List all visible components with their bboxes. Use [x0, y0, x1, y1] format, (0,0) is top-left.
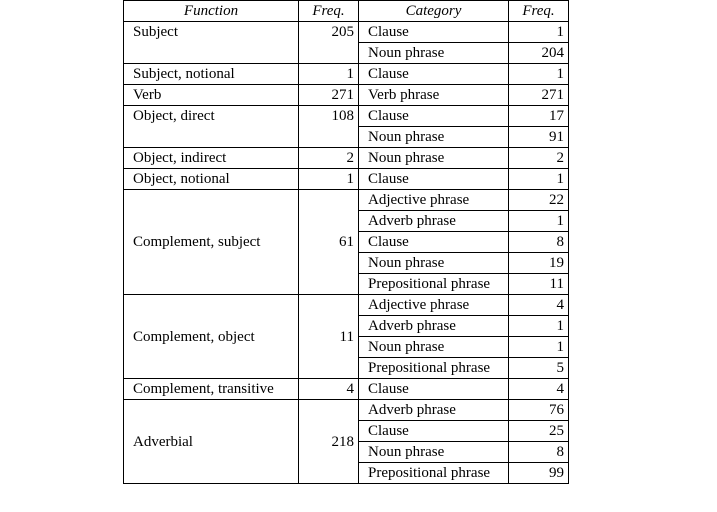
table-row: [124, 64, 569, 85]
function-freq-cell: 205: [299, 22, 359, 64]
category-cell: Clause: [359, 379, 509, 400]
category-freq-cell: 4: [509, 379, 569, 400]
header-row: [124, 1, 569, 22]
table-row: [124, 379, 569, 400]
category-cell: Prepositional phrase: [359, 274, 509, 295]
function-freq-cell: 11: [299, 295, 359, 379]
category-cell: Adverb phrase: [359, 316, 509, 337]
category-freq-cell: 22: [509, 190, 569, 211]
category-cell: Noun phrase: [359, 442, 509, 463]
category-freq-cell: 4: [509, 295, 569, 316]
function-cell: Adverbial: [124, 400, 299, 484]
category-freq-cell: 204: [509, 43, 569, 64]
category-cell: Noun phrase: [359, 43, 509, 64]
table-row: [124, 22, 569, 43]
category-freq-cell: 1: [509, 22, 569, 43]
category-freq-cell: 76: [509, 400, 569, 421]
function-cell: Subject: [124, 22, 299, 64]
table-row: [124, 106, 569, 127]
category-cell: Prepositional phrase: [359, 463, 509, 484]
category-cell: Adverb phrase: [359, 211, 509, 232]
category-cell: Noun phrase: [359, 127, 509, 148]
category-freq-cell: 1: [509, 316, 569, 337]
category-cell: Clause: [359, 421, 509, 442]
function-cell: Subject, notional: [124, 64, 299, 85]
header-category: Category: [359, 1, 509, 22]
category-freq-cell: 1: [509, 64, 569, 85]
function-cell: Complement, object: [124, 295, 299, 379]
table-body: [124, 22, 569, 484]
function-freq-cell: 1: [299, 169, 359, 190]
category-freq-cell: 99: [509, 463, 569, 484]
category-cell: Adjective phrase: [359, 190, 509, 211]
function-cell: Object, notional: [124, 169, 299, 190]
function-cell: Verb: [124, 85, 299, 106]
category-cell: Verb phrase: [359, 85, 509, 106]
category-cell: Noun phrase: [359, 253, 509, 274]
category-cell: Clause: [359, 232, 509, 253]
category-freq-cell: 5: [509, 358, 569, 379]
function-freq-cell: 61: [299, 190, 359, 295]
function-freq-cell: 271: [299, 85, 359, 106]
table-row: [124, 148, 569, 169]
function-freq-cell: 108: [299, 106, 359, 148]
category-freq-cell: 1: [509, 337, 569, 358]
function-freq-cell: 218: [299, 400, 359, 484]
category-freq-cell: 91: [509, 127, 569, 148]
category-cell: Adverb phrase: [359, 400, 509, 421]
table-row: [124, 85, 569, 106]
function-cell: Complement, subject: [124, 190, 299, 295]
category-freq-cell: 2: [509, 148, 569, 169]
header-function-freq: Freq.: [299, 1, 359, 22]
category-cell: Noun phrase: [359, 148, 509, 169]
function-freq-cell: 4: [299, 379, 359, 400]
category-freq-cell: 1: [509, 211, 569, 232]
category-cell: Clause: [359, 169, 509, 190]
category-freq-cell: 25: [509, 421, 569, 442]
header-category-freq: Freq.: [509, 1, 569, 22]
function-category-table: [123, 0, 569, 484]
category-freq-cell: 1: [509, 169, 569, 190]
category-cell: Clause: [359, 64, 509, 85]
category-cell: Prepositional phrase: [359, 358, 509, 379]
function-cell: Complement, transitive: [124, 379, 299, 400]
header-function: Function: [124, 1, 299, 22]
table-row: [124, 190, 569, 211]
category-cell: Noun phrase: [359, 337, 509, 358]
category-freq-cell: 19: [509, 253, 569, 274]
category-freq-cell: 8: [509, 232, 569, 253]
function-cell: Object, direct: [124, 106, 299, 148]
category-freq-cell: 271: [509, 85, 569, 106]
table-row: [124, 295, 569, 316]
category-cell: Clause: [359, 22, 509, 43]
category-cell: Adjective phrase: [359, 295, 509, 316]
table-row: [124, 400, 569, 421]
category-freq-cell: 8: [509, 442, 569, 463]
function-freq-cell: 1: [299, 64, 359, 85]
category-freq-cell: 17: [509, 106, 569, 127]
function-cell: Object, indirect: [124, 148, 299, 169]
category-freq-cell: 11: [509, 274, 569, 295]
table-row: [124, 169, 569, 190]
function-freq-cell: 2: [299, 148, 359, 169]
category-cell: Clause: [359, 106, 509, 127]
